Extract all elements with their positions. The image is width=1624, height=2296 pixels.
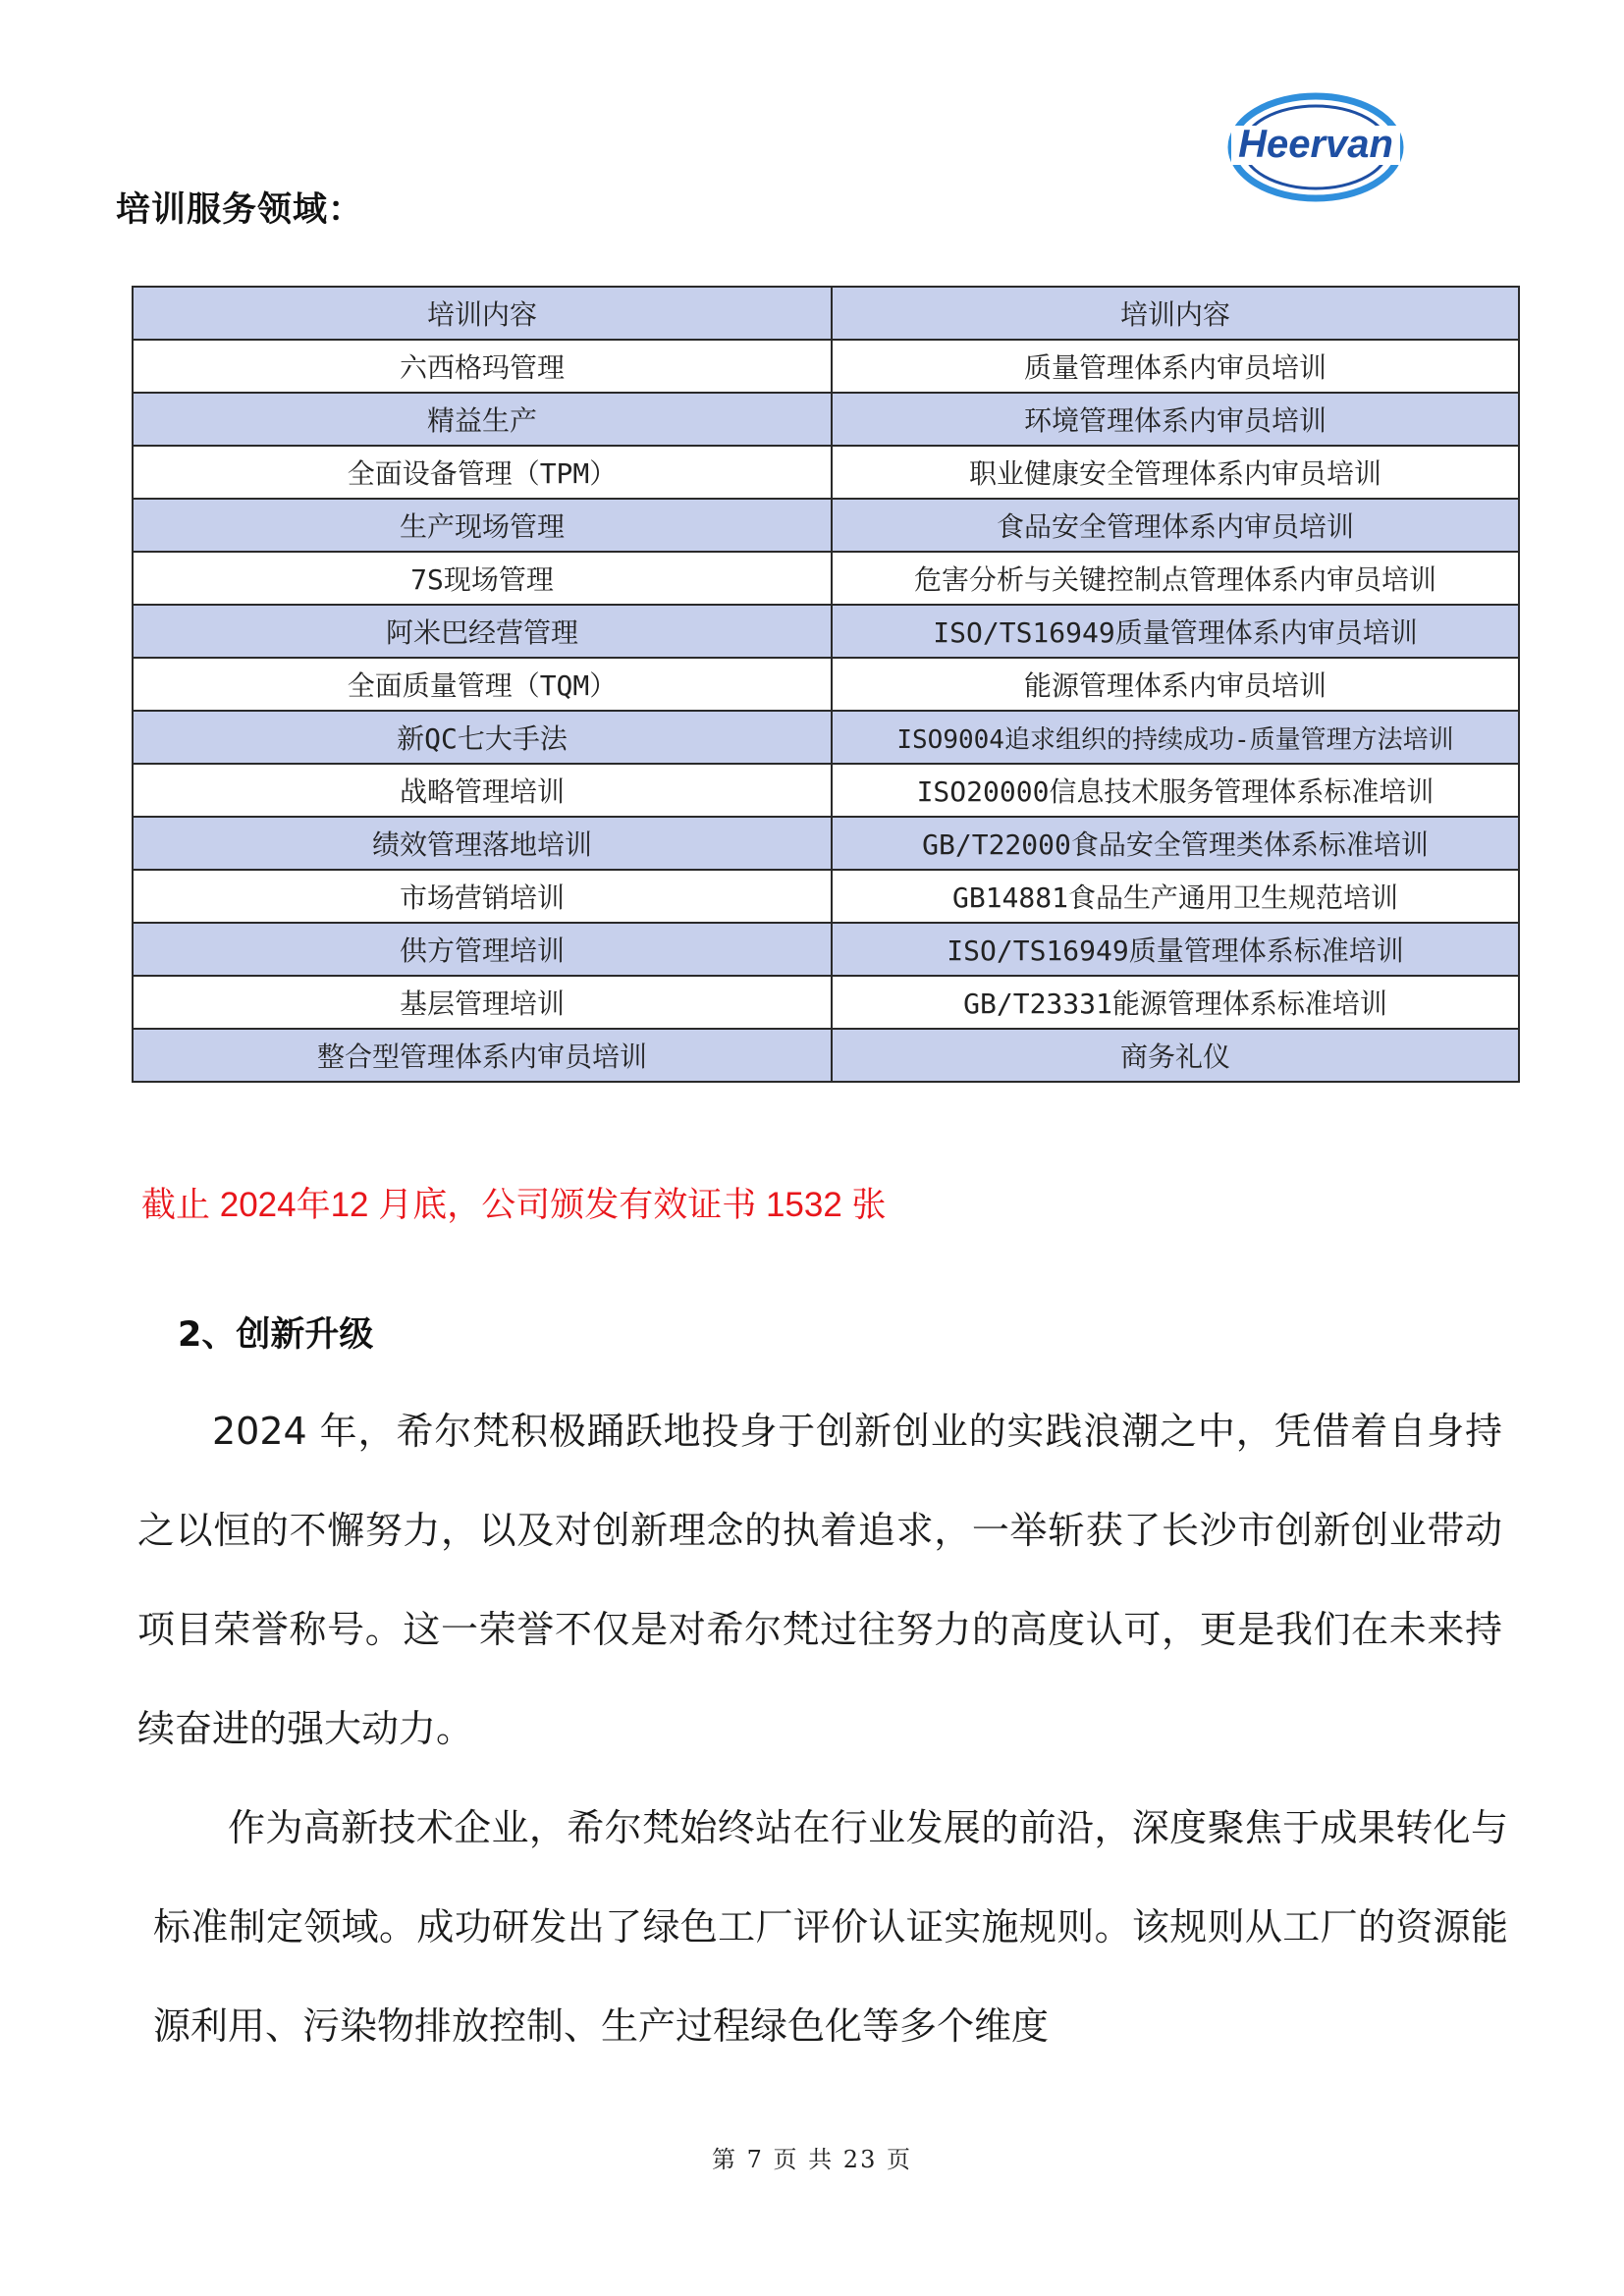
table-cell: 7S现场管理 bbox=[133, 552, 832, 605]
subsection-title: 2、创新升级 bbox=[178, 1315, 374, 1355]
table-cell: 精益生产 bbox=[133, 393, 832, 446]
table-row bbox=[133, 340, 1519, 393]
table-row bbox=[133, 764, 1519, 817]
section-title: 培训服务领域： bbox=[116, 190, 364, 230]
table-cell: 市场营销培训 bbox=[133, 870, 832, 923]
table-row bbox=[133, 499, 1519, 552]
table-row bbox=[133, 976, 1519, 1029]
certificate-notice: 截止 2024年12 月底，公司颁发有效证书 1532 张 bbox=[141, 1186, 887, 1224]
table-row bbox=[133, 605, 1519, 658]
table-cell: ISO20000信息技术服务管理体系标准培训 bbox=[832, 764, 1519, 817]
table-row bbox=[133, 923, 1519, 976]
table-cell: 能源管理体系内审员培训 bbox=[832, 658, 1519, 711]
table-cell: 供方管理培训 bbox=[133, 923, 832, 976]
table-cell: GB/T22000食品安全管理类体系标准培训 bbox=[832, 817, 1519, 870]
table-cell: 食品安全管理体系内审员培训 bbox=[832, 499, 1519, 552]
table-cell: 环境管理体系内审员培训 bbox=[832, 393, 1519, 446]
table-cell: ISO/TS16949质量管理体系内审员培训 bbox=[832, 605, 1519, 658]
table-cell: 商务礼仪 bbox=[832, 1029, 1519, 1082]
table-row bbox=[133, 552, 1519, 605]
table-cell: 绩效管理落地培训 bbox=[133, 817, 832, 870]
table-row bbox=[133, 658, 1519, 711]
table-row bbox=[133, 1029, 1519, 1082]
company-logo bbox=[1225, 86, 1407, 209]
table-header-cell: 培训内容 bbox=[832, 287, 1519, 340]
table-cell: 危害分析与关键控制点管理体系内审员培训 bbox=[832, 552, 1519, 605]
table-cell: 质量管理体系内审员培训 bbox=[832, 340, 1519, 393]
table-cell: 生产现场管理 bbox=[133, 499, 832, 552]
table-cell: 六西格玛管理 bbox=[133, 340, 832, 393]
table-cell: 阿米巴经营管理 bbox=[133, 605, 832, 658]
table-cell: 新QC七大手法 bbox=[133, 711, 832, 764]
logo-text: Heervan bbox=[1238, 123, 1393, 166]
table-header-cell: 培训内容 bbox=[133, 287, 832, 340]
table-cell: ISO/TS16949质量管理体系标准培训 bbox=[832, 923, 1519, 976]
table-row bbox=[133, 711, 1519, 764]
table-cell: 职业健康安全管理体系内审员培训 bbox=[832, 446, 1519, 499]
table-cell: 全面质量管理（TQM） bbox=[133, 658, 832, 711]
body-paragraph: 作为高新技术企业，希尔梵始终站在行业发展的前沿，深度聚焦于成果转化与标准制定领域。成功研发出了绿色工厂评价认证实施规则。该规则从工厂的资源能源利用、污染物排放控制、生产过程绿色化等多个维度 bbox=[153, 1806, 1508, 2048]
table-cell: GB/T23331能源管理体系标准培训 bbox=[832, 976, 1519, 1029]
table-row bbox=[133, 817, 1519, 870]
table-row bbox=[133, 870, 1519, 923]
page-footer: 第 7 页 共 23 页 bbox=[712, 2146, 912, 2173]
table-cell: 战略管理培训 bbox=[133, 764, 832, 817]
table-cell: ISO9004追求组织的持续成功-质量管理方法培训 bbox=[832, 711, 1519, 764]
table-cell: 基层管理培训 bbox=[133, 976, 832, 1029]
training-table bbox=[132, 286, 1520, 1083]
table-cell: GB14881食品生产通用卫生规范培训 bbox=[832, 870, 1519, 923]
table-header-row bbox=[133, 287, 1519, 340]
table-cell: 全面设备管理（TPM） bbox=[133, 446, 832, 499]
body-paragraph: 2024 年，希尔梵积极踊跃地投身于创新创业的实践浪潮之中，凭借着自身持之以恒的不懈努力，以及对创新理念的执着追求，一举斩获了长沙市创新创业带动项目荣誉称号。这一荣誉不仅是对希尔梵过往努力的高度认可，更是我们在未来持续奋进的强大动力。 bbox=[137, 1410, 1502, 1750]
table-row bbox=[133, 393, 1519, 446]
table-row bbox=[133, 446, 1519, 499]
table-cell: 整合型管理体系内审员培训 bbox=[133, 1029, 832, 1082]
